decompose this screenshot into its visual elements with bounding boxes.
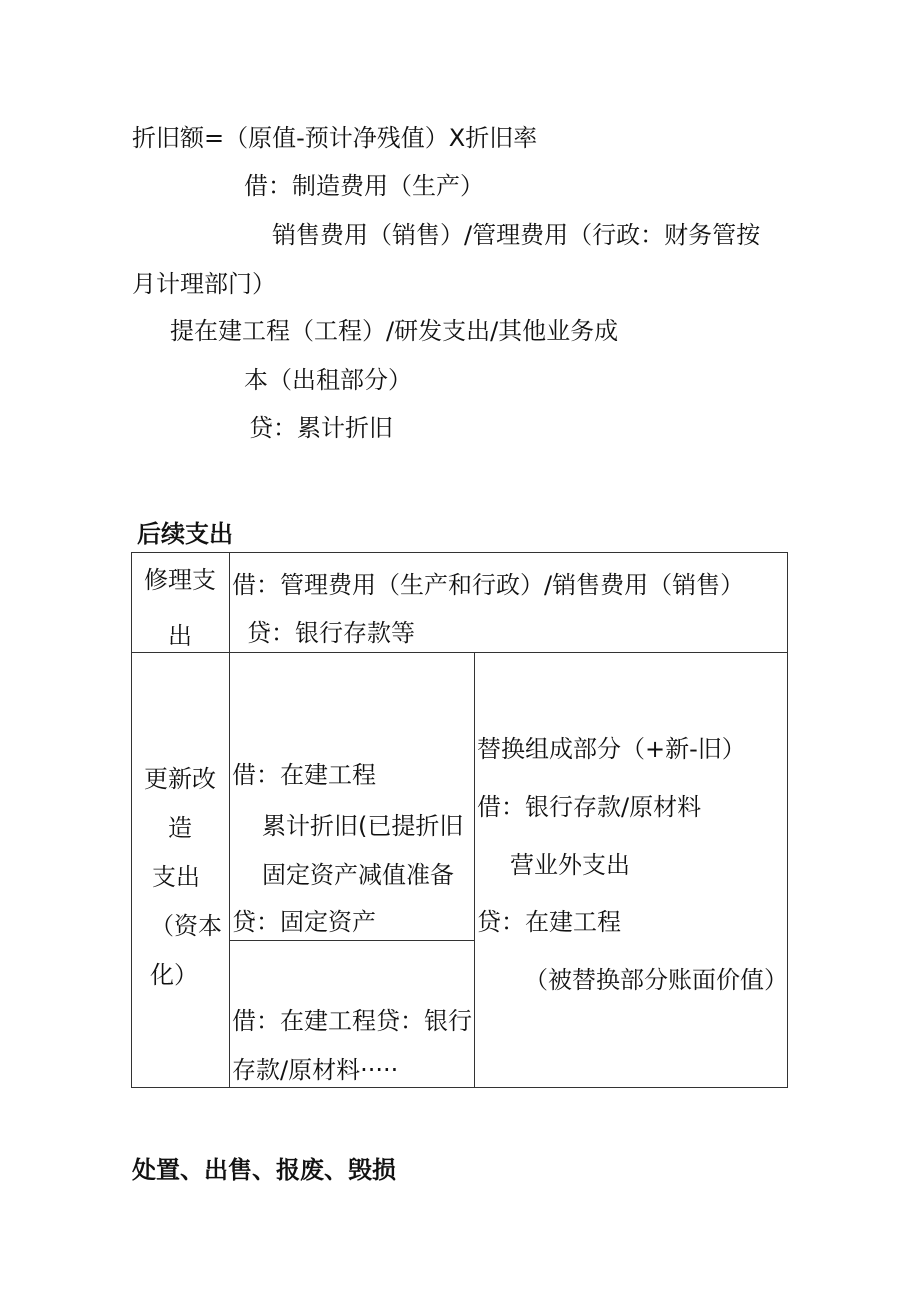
depreciation-formula: 折旧额=（原值-预计净残值）X折旧率 (132, 124, 538, 152)
repair-credit-entry: 贷：银行存款等 (247, 619, 415, 647)
section-title-disposal: 处置、出售、报废、毁损 (132, 1156, 396, 1184)
replacement-debit-nonoperating: 营业外支出 (510, 851, 630, 879)
table-divider-renovation (474, 652, 475, 1088)
renovation-debit-construction: 借：在建工程 (232, 761, 376, 789)
journal-debit-manufacturing: 借：制造费用（生产） (244, 172, 484, 200)
replacement-credit-entry: 贷：在建工程 (477, 908, 621, 936)
renovation-capex-entry-line2: 存款/原材料····· (232, 1056, 399, 1084)
renovation-debit-impairment: 固定资产减值准备 (262, 861, 454, 889)
renovation-debit-accumulated: 累计折旧(已提折旧 (262, 812, 464, 840)
journal-debit-sales-admin-cont: 月计理部门） (132, 270, 276, 298)
replacement-book-value-note: （被替换部分账面价值） (524, 966, 788, 994)
renovation-label-line3: 支出 (152, 863, 200, 891)
journal-debit-sales-admin: 销售费用（销售）/管理费用（行政：财务管按 (272, 221, 761, 249)
table-divider-row (131, 652, 788, 653)
section-title-subsequent: 后续支出 (137, 520, 233, 548)
renovation-label-line5: 化） (150, 961, 198, 989)
repair-debit-entry: 借：管理费用（生产和行政）/销售费用（销售） (232, 571, 745, 599)
renovation-capex-entry-line1: 借：在建工程贷：银行 (232, 1007, 472, 1035)
replacement-debit-entry: 借：银行存款/原材料 (477, 793, 702, 821)
replacement-component-title: 替换组成部分（+新-旧） (477, 735, 746, 763)
renovation-credit-fixed-assets: 贷：固定资产 (232, 908, 376, 936)
table-divider-renovation-left (229, 940, 474, 941)
repair-label-line1: 修理支 (144, 566, 216, 594)
journal-debit-construction: 提在建工程（工程）/研发支出/其他业务成 (170, 317, 619, 345)
renovation-label-line2: 造 (168, 814, 192, 842)
repair-label-line2: 出 (168, 622, 192, 650)
renovation-label-line1: 更新改 (144, 765, 216, 793)
journal-debit-construction-cont: 本（出租部分） (244, 366, 412, 394)
table-divider-label (229, 552, 230, 1088)
renovation-label-line4: （资本 (150, 912, 222, 940)
journal-credit-accumulated-depreciation: 贷：累计折旧 (249, 414, 393, 442)
